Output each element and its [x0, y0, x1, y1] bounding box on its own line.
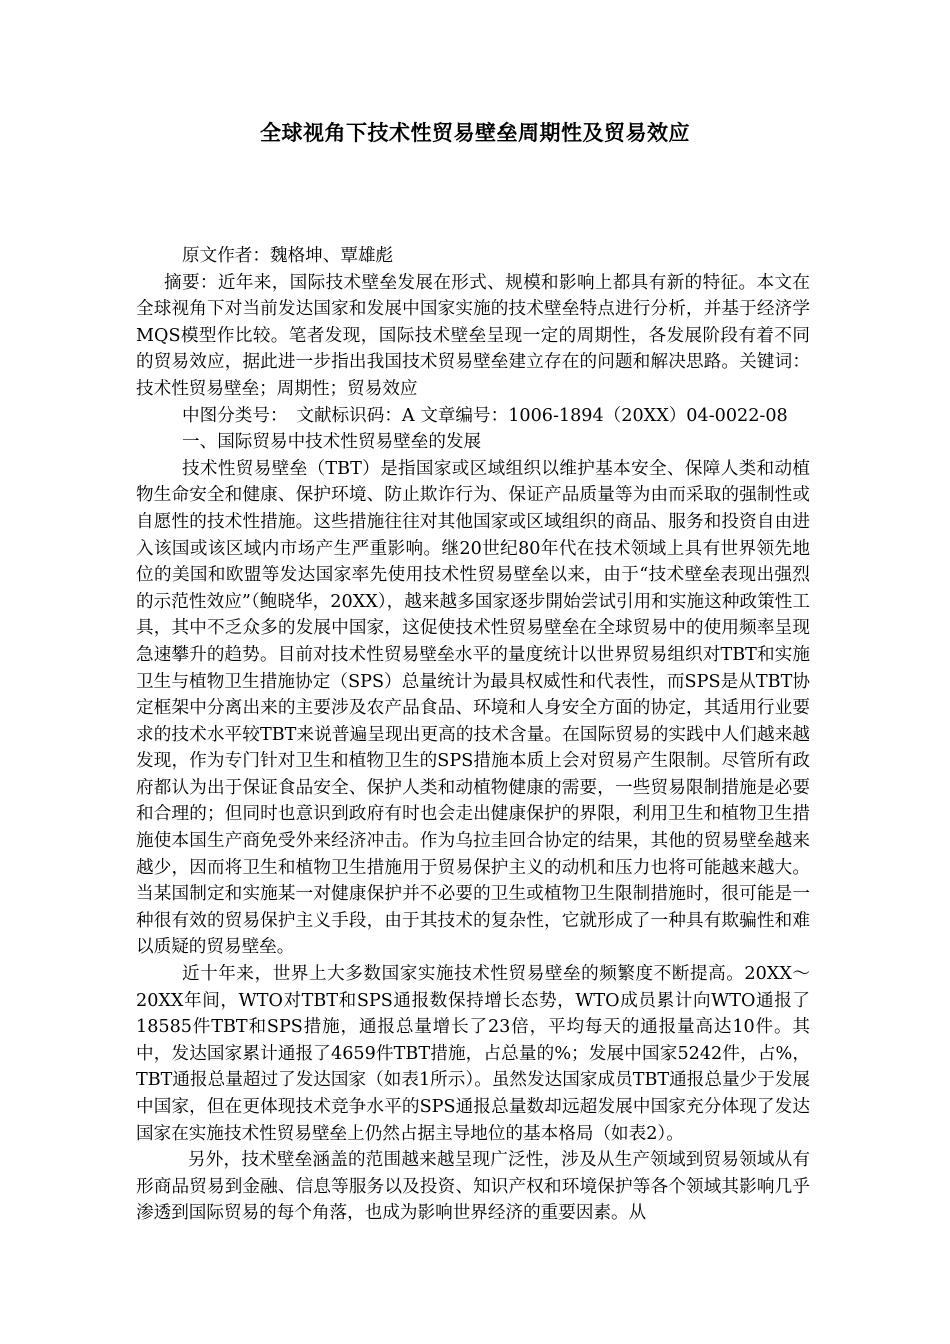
document-title: 全球视角下技术性贸易壁垒周期性及贸易效应 — [260, 121, 690, 145]
body-paragraph: 近十年来，世界上大多数国家实施技术性贸易壁垒的频繁度不断提高。20XX～20XX年间，WTO对TBT和SPS通报数保持增长态势，WTO成员累计向WTO通报了18585件TBT和SPS措施，通报总量增长了23倍，平均每天的通报量高达10件。其中，发达国家累计通报了4659件TBT措施，占总量的%；发展中国家5242件，占%，TBT通报总量超过了发达国家（如表1所示）。虽然发达国家成员TBT通报总量少于发展中国家，但在更体现技术竞争水平的SPS通报总量数却远超发展中国家充分体现了发达国家在实施技术性贸易壁垒上仍然占据主导地位的基本格局（如表2）。 — [136, 964, 810, 1144]
author-line: 原文作者：魏格坤、覃雄彪 — [182, 246, 394, 266]
section-heading: 一、国际贸易中技术性贸易壁垒的发展 — [182, 432, 482, 453]
body-paragraph: 技术性贸易壁垒（TBT）是指国家或区域组织以维护基本安全、保障人类和动植物生命安全和健康、保护环境、防止欺诈行为、保证产品质量等为由而采取的强制性或自愿性的技术性措施。这些措施往往对其他国家或区域组织的商品、服务和投资自由进入该国或该区域内市场产生严重影响。继20世纪80年代在技术领域上具有世界领先地位的美国和欧盟等发达国家率先使用技术性贸易壁垒以来，由于“技术壁垒表现出强烈的示范性效应”（鲍晓华，20XX），越来越多国家逐步開始尝试引用和实施这种政策性工具，其中不乏众多的发展中国家，这促使技术性贸易壁垒在全球贸易中的使用频率呈现急速攀升的趋势。目前对技术性贸易壁垒水平的量度统计以世界贸易组织对TBT和实施卫生与植物卫生措施协定（SPS）总量统计为最具权威性和代表性，而SPS是从TBT协定框架中分离出来的主要涉及农产品食品、环境和人身安全方面的协定，其适用行业要求的技术水平较TBT来说普遍呈现出更高的技术含量。在国际贸易的实践中人们越来越发现，作为专门针对卫生和植物卫生的SPS措施本质上会对贸易产生限制。尽管所有政府都认为出于保证食品安全、保护人类和动植物健康的需要，一些贸易限制措施是必要和合理的；但同时也意识到政府有时也会走出健康保护的界限，利用卫生和植物卫生措施使本国生产商免受外来经济冲击。作为乌拉圭回合协定的结果，其他的贸易壁垒越来越少，因而将卫生和植物卫生措施用于贸易保护主义的动机和压力也将可能越来越大。当某国制定和实施某一对健康保护并不必要的卫生或植物卫生限制措施时，很可能是一种很有效的贸易保护主义手段，由于其技术的复杂性，它就形成了一种具有欺骗性和难以质疑的贸易壁垒。 — [136, 458, 810, 958]
document-body — [136, 243, 810, 1227]
body-paragraph: 另外，技术壁垒涵盖的范围越来越呈现广泛性，涉及从生产领域到贸易领域从有形商品贸易到金融、信息等服务以及投资、知识产权和环境保护等各个领域其影响几乎渗透到国际贸易的每个角落，也成为影响世界经济的重要因素。从 — [136, 1150, 810, 1224]
classification-line: 中图分类号： 文献标识码：A 文章编号：1006-1894（20XX）04-0022-08 — [182, 405, 788, 426]
abstract-paragraph: 摘要：近年来，国际技术壁垒发展在形式、规模和影响上都具有新的特征。本文在全球视角下对当前发达国家和发展中国家实施的技术壁垒特点进行分析，并基于经济学MQS模型作比较。笔者发现，国际技术壁垒呈现一定的周期性，各发展阶段有着不同的贸易效应，据此进一步指出我国技术贸易壁垒建立存在的问题和解决思路。关键词：技术性贸易壁垒；周期性；贸易效应 — [136, 272, 810, 399]
